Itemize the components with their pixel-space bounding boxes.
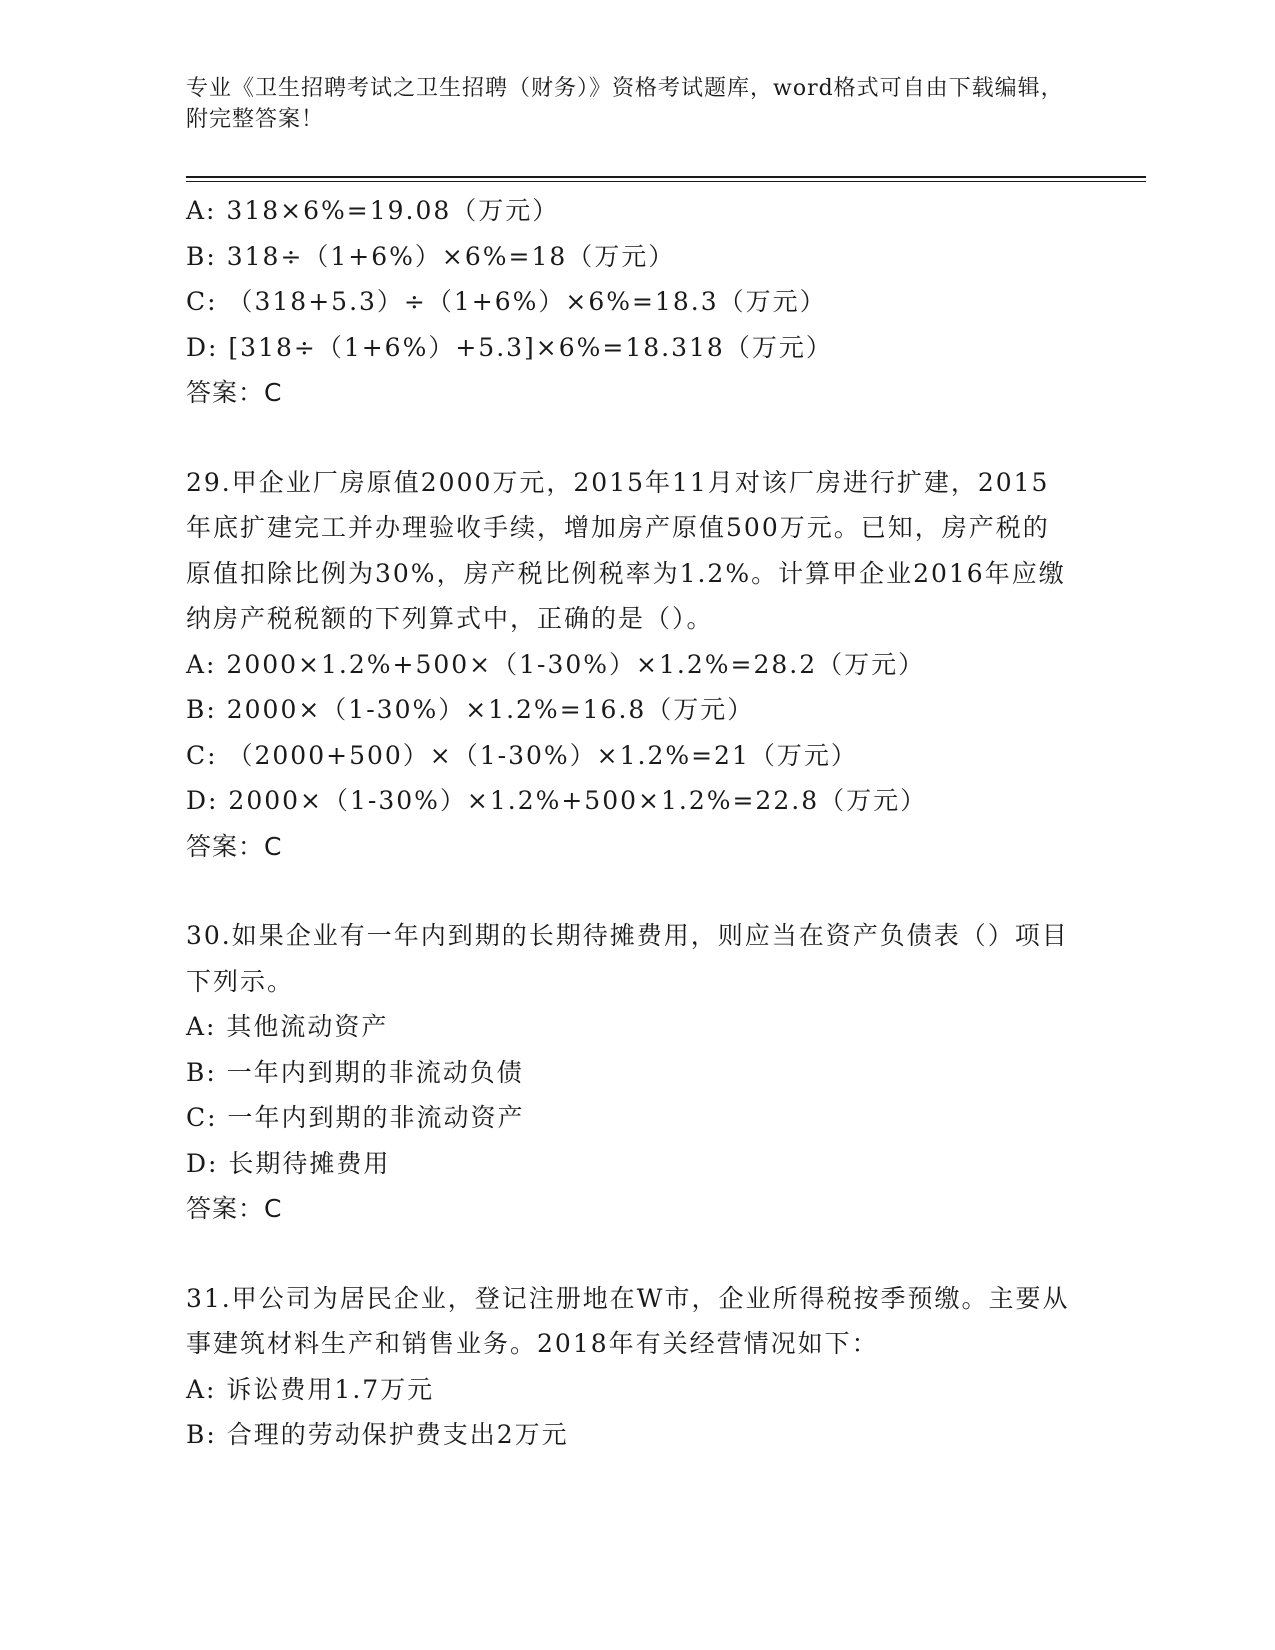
option-c: C: 一年内到期的非流动资产 bbox=[186, 1103, 525, 1132]
document-header: 专业《卫生招聘考试之卫生招聘（财务）》资格考试题库，word格式可自由下载编辑，附完整答案！ bbox=[186, 76, 1064, 132]
spacer bbox=[186, 1232, 1086, 1276]
question-stem: 31.甲公司为居民企业，登记注册地在W市，企业所得税按季预缴。主要从事建筑材料生产和销售业务。2018年有关经营情况如下： bbox=[186, 1283, 1070, 1358]
option-a: A: 2000×1.2%+500×（1-30%）×1.2%=28.2（万元） bbox=[186, 649, 926, 679]
answer-label: 答案：C bbox=[186, 1194, 283, 1223]
option-b: B: 合理的劳动保护费支出2万元 bbox=[186, 1420, 569, 1449]
option-b: B: 一年内到期的非流动负债 bbox=[186, 1057, 524, 1087]
document-body bbox=[186, 188, 1086, 1458]
question-28-continued bbox=[186, 188, 1086, 416]
option-a: A: 其他流动资产 bbox=[186, 1012, 389, 1041]
option-a: A: 诉讼费用1.7万元 bbox=[186, 1374, 435, 1404]
option-d: D: 2000×（1-30%）×1.2%+500×1.2%=22.8（万元） bbox=[186, 786, 928, 815]
answer-label: 答案：C bbox=[186, 378, 283, 407]
option-b: B: 2000×（1-30%）×1.2%=16.8（万元） bbox=[186, 695, 755, 724]
answer-label: 答案：C bbox=[186, 831, 283, 861]
option-c: C: （318+5.3）÷（1+6%）×6%=18.3（万元） bbox=[186, 287, 827, 316]
header-divider-thick bbox=[186, 176, 1146, 178]
option-a: A: 318×6%=19.08（万元） bbox=[186, 196, 560, 225]
question-31 bbox=[186, 1276, 1086, 1458]
spacer bbox=[186, 869, 1086, 913]
option-c: C: （2000+500）×（1-30%）×1.2%=21（万元） bbox=[186, 740, 858, 770]
option-d: D: [318÷（1+6%）+5.3]×6%=18.318（万元） bbox=[186, 332, 833, 362]
option-b: B: 318÷（1+6%）×6%=18（万元） bbox=[186, 241, 676, 271]
header-divider-thin bbox=[186, 181, 1146, 182]
question-29 bbox=[186, 460, 1086, 870]
question-stem: 30.如果企业有一年内到期的长期待摊费用，则应当在资产负债表（）项目下列示。 bbox=[186, 921, 1069, 996]
question-30 bbox=[186, 913, 1086, 1232]
option-d: D: 长期待摊费用 bbox=[186, 1148, 391, 1178]
question-stem: 29.甲企业厂房原值2000万元，2015年11月对该厂房进行扩建，2015年底扩建完工并办理验收手续，增加房产原值500万元。已知，房产税的原值扣除比例为30%，房产税比例税率为1.2%。计算甲企业2016年应缴纳房产税税额的下列算式中，正确的是（）。 bbox=[186, 467, 1066, 633]
spacer bbox=[186, 416, 1086, 460]
